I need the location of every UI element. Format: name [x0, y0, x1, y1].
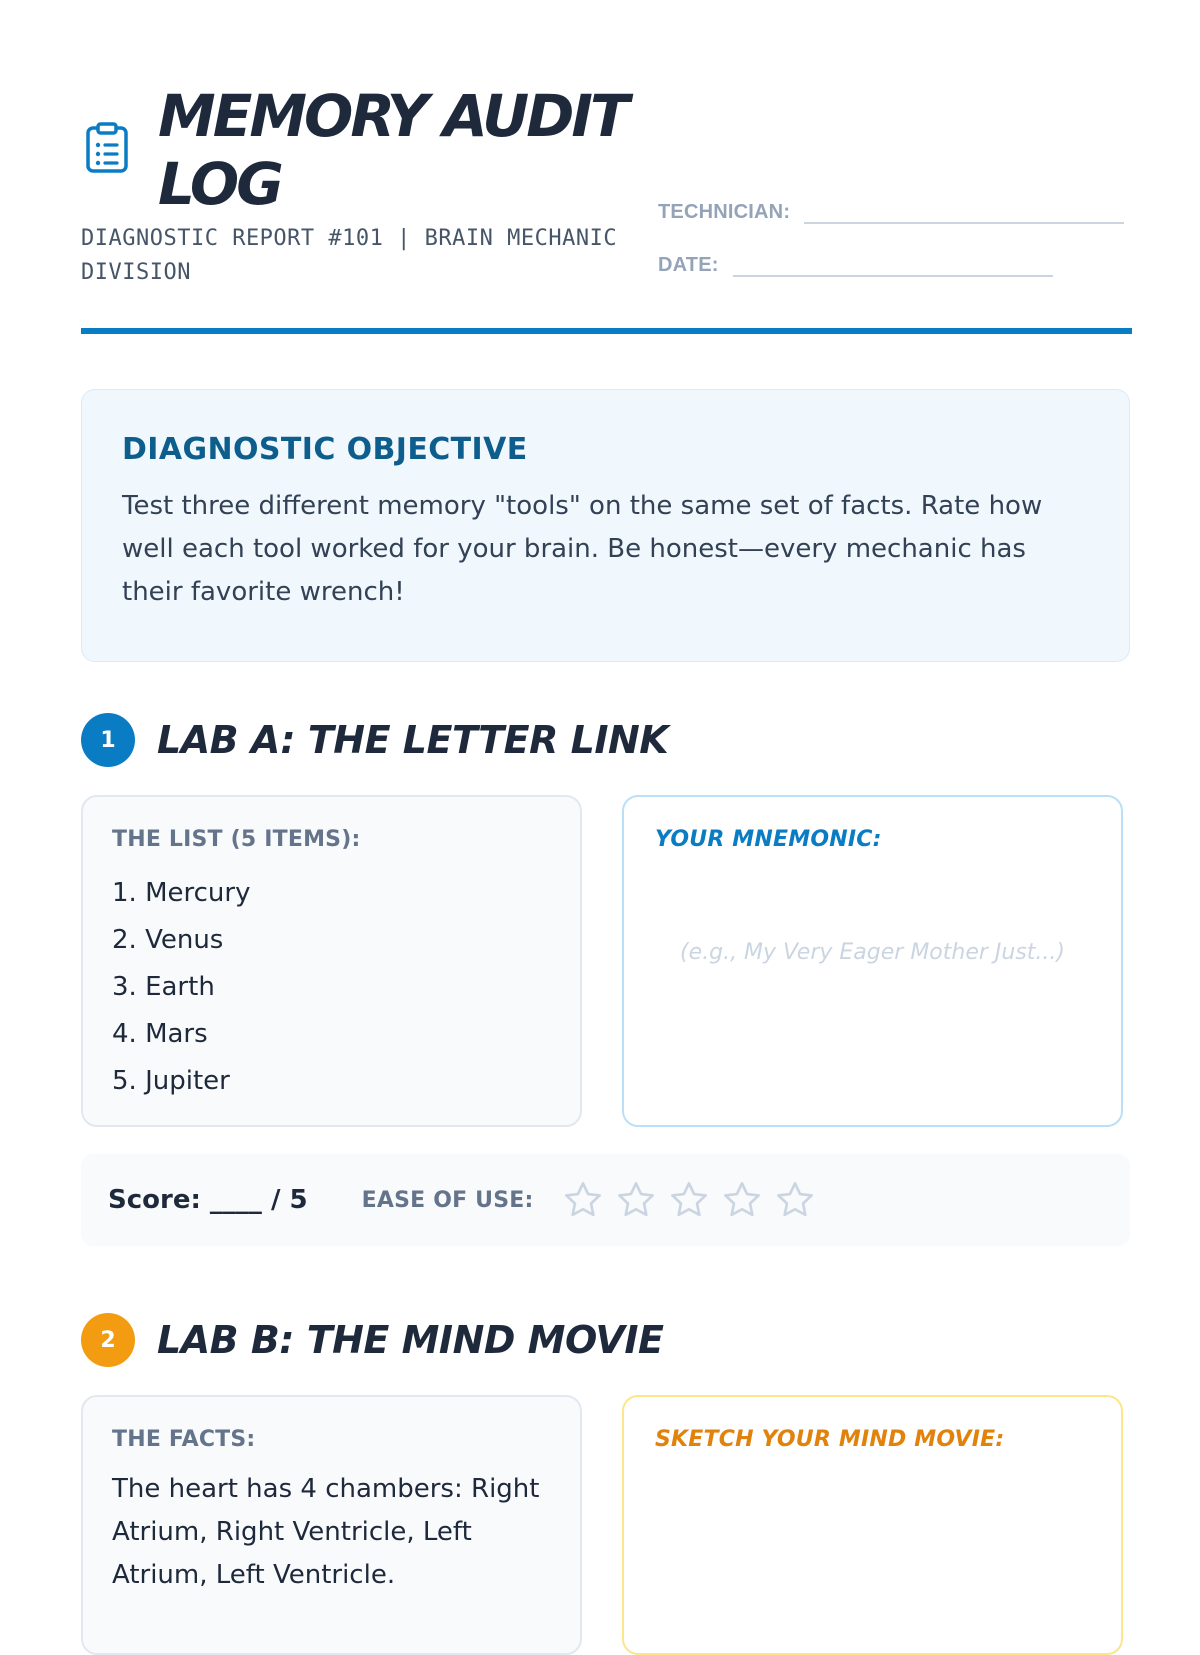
star-icon[interactable]	[721, 1179, 763, 1221]
sketch-label: SKETCH YOUR MIND MOVIE:	[655, 1427, 1005, 1452]
list-item: 1. Mercury	[112, 878, 251, 908]
lab-b-header	[81, 1313, 663, 1367]
date-label: DATE:	[658, 254, 719, 276]
report-subtitle: DIAGNOSTIC REPORT #101 | BRAIN MECHANIC DIVISION	[81, 226, 618, 285]
star-icon[interactable]	[562, 1179, 604, 1221]
technician-row	[658, 200, 1124, 224]
worksheet-page	[81, 0, 1132, 1590]
report-header	[81, 0, 1132, 338]
list-item: 4. Mars	[112, 1019, 208, 1049]
list-item: 2. Venus	[112, 925, 224, 955]
heart-facts: The heart has 4 chambers: Right Atrium, Right Ventricle, Left Atrium, Left Ventricle.	[112, 1474, 540, 1590]
star-icon[interactable]	[668, 1179, 710, 1221]
lab-a-title: LAB A: THE LETTER LINK	[157, 718, 669, 762]
date-row	[658, 253, 1053, 277]
objective-body: Test three different memory "tools" on the same set of facts. Rate how well each tool worked for your brain. Be honest—every mechanic has their favorite wrench!	[122, 491, 1043, 607]
lab-a-list-label: THE LIST (5 ITEMS):	[112, 827, 361, 852]
technician-label: TECHNICIAN:	[658, 201, 791, 223]
lab-a-list-card	[81, 795, 582, 1127]
clipboard-list-icon	[85, 122, 129, 174]
star-icon[interactable]	[774, 1179, 816, 1221]
objective-box	[81, 389, 1130, 662]
mind-movie-sketch-box[interactable]	[622, 1395, 1123, 1655]
ease-rating	[562, 1179, 816, 1221]
lab-b-facts-card	[81, 1395, 582, 1655]
lab-b-title: LAB B: THE MIND MOVIE	[157, 1318, 664, 1362]
page-title: MEMORY AUDIT LOG	[158, 82, 627, 218]
lab-b-number-badge: 2	[81, 1313, 135, 1367]
lab-a-score: Score: ____ / 5	[108, 1185, 308, 1215]
header-divider	[81, 328, 1132, 334]
lab-a-score-bar	[81, 1154, 1130, 1246]
objective-heading: DIAGNOSTIC OBJECTIVE	[122, 432, 528, 467]
lab-a-header	[81, 713, 668, 767]
date-field[interactable]	[733, 253, 1053, 277]
mnemonic-box[interactable]	[622, 795, 1123, 1127]
mnemonic-label: YOUR MNEMONIC:	[655, 827, 882, 852]
star-icon[interactable]	[615, 1179, 657, 1221]
planet-list	[112, 870, 552, 1105]
list-item: 5. Jupiter	[112, 1066, 230, 1096]
ease-of-use-label: EASE OF USE:	[361, 1187, 534, 1213]
technician-field[interactable]	[804, 200, 1124, 224]
mnemonic-placeholder: (e.g., My Very Eager Mother Just...)	[680, 940, 1065, 965]
list-item: 3. Earth	[112, 972, 215, 1002]
lab-b-facts-label: THE FACTS:	[112, 1427, 256, 1452]
lab-a-number-badge: 1	[81, 713, 135, 767]
